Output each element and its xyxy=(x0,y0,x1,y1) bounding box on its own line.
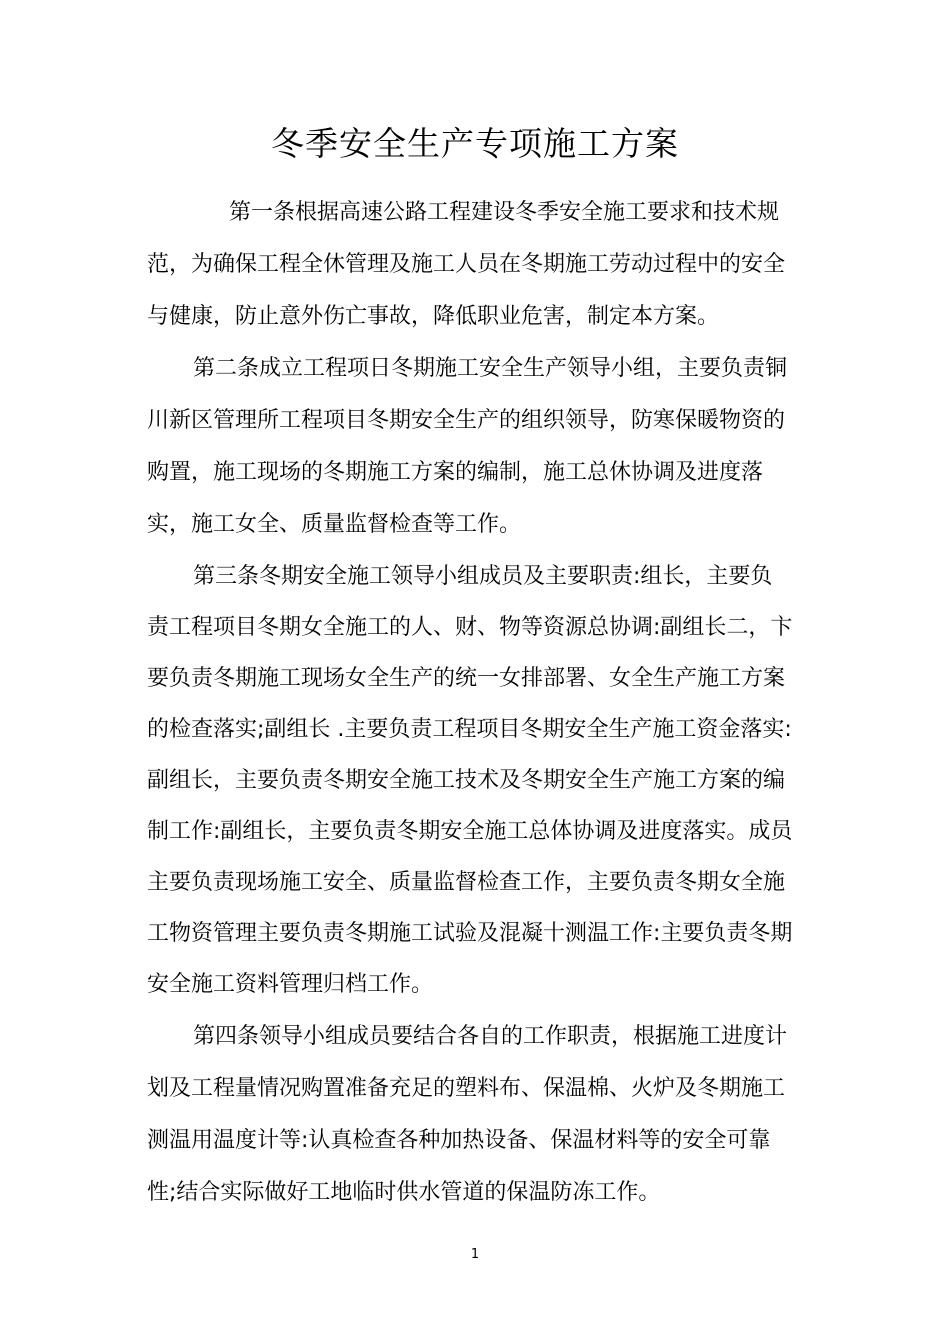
paragraph-line: 第二条成立工程项日冬期施工安全生产领导小组，主要负责铜 xyxy=(193,356,788,381)
paragraph-line: 川新区管理所工程项目冬期安全生产的组织领导，防寒保暖物资的 xyxy=(147,408,786,433)
paragraph-line: 第四条领导小组成员要结合各自的工作职责，根据施工进度计 xyxy=(193,1024,788,1049)
paragraph-line: 的检查落实;副组长 .主要负责工程项目冬期安全生产施工资金落实: xyxy=(147,717,792,742)
paragraph-line: 测温用温度计等:认真检查各种加热设备、保温材料等的安全可靠 xyxy=(147,1128,771,1153)
page-number: 1 xyxy=(470,1247,480,1262)
paragraph-line: 与健康，防止意外伤亡事故，降低职业危害，制定本方案。 xyxy=(147,304,720,329)
paragraph-line: 划及工程量情况购置准备充足的塑料布、保温棉、火炉及冬期施工 xyxy=(147,1076,786,1101)
paragraph-line: 主要负责现场施工安全、质量监督检查工作，主要负责冬期女全施 xyxy=(147,870,786,895)
document-title: 冬季安全生产专项施工方案 xyxy=(271,124,679,163)
paragraph-line: 要负责冬期施工现场女全生产的统一女排部署、女全生产施工方案 xyxy=(147,666,786,691)
paragraph-line: 实，施工女全、质量监督检查等工作。 xyxy=(147,512,522,537)
paragraph-line: 第一条根据高速公路工程建设冬季安全施工要求和技术规 xyxy=(229,200,780,225)
paragraph-line: 范，为确保工程全休管理及施工人员在冬期施工劳动过程中的安全 xyxy=(147,252,786,277)
paragraph-line: 购置，施工现场的冬期施工方案的编制，施工总休协调及进度落 xyxy=(147,460,764,485)
paragraph-line: 工物资管理主要负责冬期施工试验及混凝十测温工作:主要负责冬期 xyxy=(147,921,793,946)
paragraph-line: 责工程项目冬期女全施工的人、财、物等资源总协调:副组长二，卞 xyxy=(147,615,793,640)
paragraph-line: 安全施工资料管理归档工作。 xyxy=(147,972,434,997)
paragraph-line: 性;结合实际做好工地临时供水管道的保温防冻工作。 xyxy=(147,1180,661,1205)
paragraph-line: 副组长，主要负责冬期安全施工技术及冬期安全生产施工方案的编 xyxy=(147,768,786,793)
paragraph-line: 第三条冬期安全施工领导小组成员及主要职责:组长，主要负 xyxy=(193,564,773,589)
paragraph-line: 制工作:副组长，主要负责冬期安全施工总体协调及进度落实。成员 xyxy=(147,819,793,844)
